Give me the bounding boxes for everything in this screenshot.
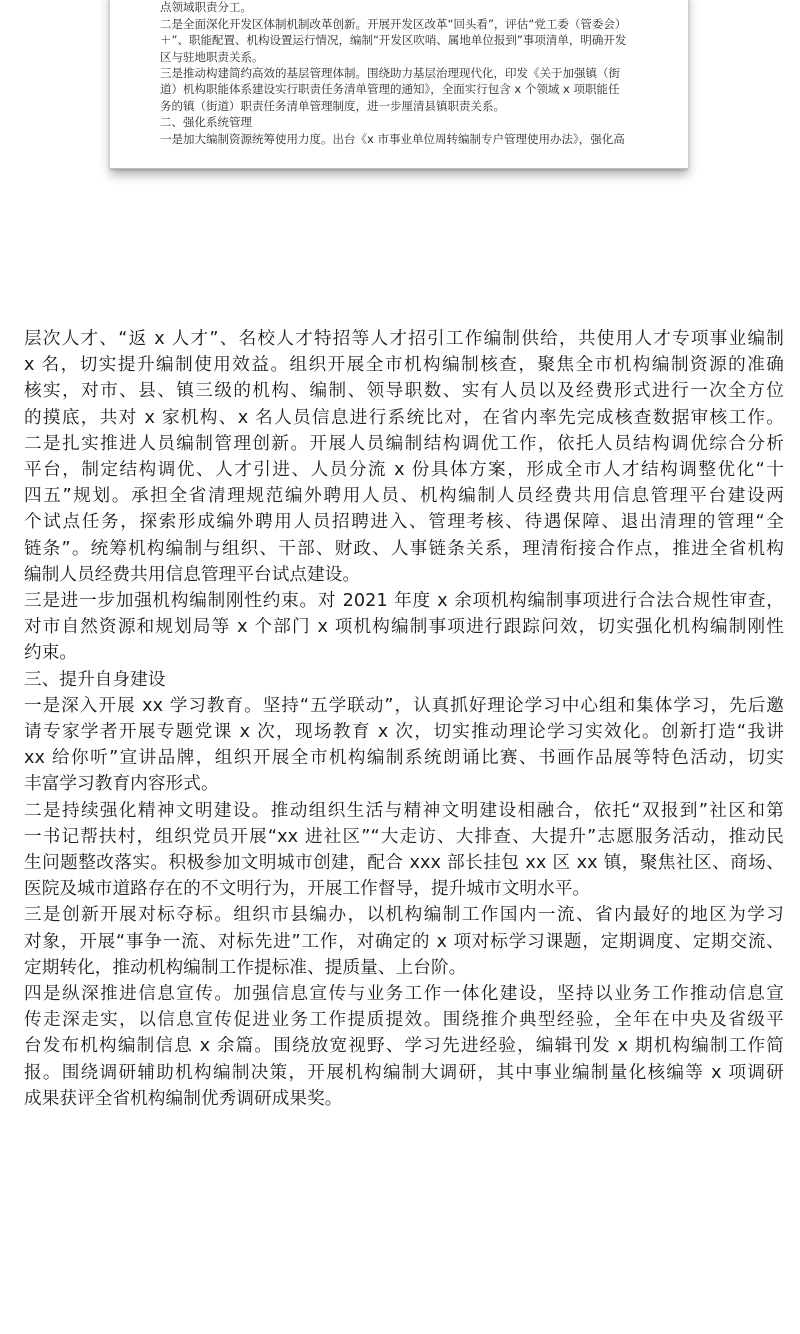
- preview-line: 一是加大编制资源统筹使用力度。出台《x 市事业单位周转编制专户管理使用办法》，强化高: [160, 131, 625, 146]
- preview-line: 二是全面深化开发区体制机制改革创新。开展开发区改革“回头看”，评估“党工委（管委会）: [160, 16, 627, 31]
- body-line: 核实，对市、县、镇三级的机构、编制、领导职数、实有人员以及经费形式进行一次全方位: [24, 381, 784, 402]
- body-line: 约束。: [24, 643, 78, 664]
- preview-text: [110, 0, 688, 147]
- preview-line: 三是推动构建简约高效的基层管理体制。围绕助力基层治理现代化，印发《关于加强镇（街: [160, 66, 620, 81]
- body-line: 一书记帮扶村，组织党员开展“xx 进社区”“大走访、大排查、大提升”志愿服务活动，推动民: [24, 826, 784, 847]
- body-line: 二是扎实推进人员编制管理创新。开展人员编制结构调优工作，依托人员结构调优综合分析: [24, 433, 784, 454]
- body-line: 丰富学习教育内容形式。: [24, 774, 219, 795]
- body-line: xx 给你听”宣讲品牌，组织开展全市机构编制系统朗诵比赛、书画作品展等特色活动，切实: [24, 748, 784, 769]
- body-line: 平台，制定结构调优、人才引进、人员分流 x 份具体方案，形成全市人才结构调整优化“十: [24, 460, 784, 481]
- preview-line: 道）机构职能体系建设实行职责任务清单管理的通知》，全面实行包含 x 个领域 x 项职能任: [160, 82, 620, 97]
- body-line: 三是创新开展对标夺标。组织市县编办，以机构编制工作国内一流、省内最好的地区为学习: [24, 905, 784, 926]
- body-line: 生问题整改落实。积极参加文明城市创建，配合 xxx 部长挂包 xx 区 xx 镇，聚焦社区、商场、: [24, 853, 784, 874]
- body-line: 个试点任务，探索形成编外聘用人员招聘进入、管理考核、待遇保障、退出清理的管理“全: [24, 512, 784, 533]
- body-line: 传走深走实，以信息宣传促进业务工作提质提效。围绕推介典型经验，全年在中央及省级平: [24, 1010, 784, 1031]
- body-line: 一是深入开展 xx 学习教育。坚持“五学联动”，认真抓好理论学习中心组和集体学习，先后邀: [24, 695, 784, 716]
- body-line: 台发布机构编制信息 x 余篇。围绕放宽视野、学习先进经验，编辑刊发 x 期机构编制工作简: [24, 1036, 784, 1057]
- body-line: 医院及城市道路存在的不文明行为，开展工作督导，提升城市文明水平。: [24, 879, 591, 900]
- body-line: 二是持续强化精神文明建设。推动组织生活与精神文明建设相融合，依托“双报到”社区和第: [24, 800, 784, 821]
- body-line: 编制人员经费共用信息管理平台试点建设。: [24, 564, 361, 585]
- document-preview-card: [110, 0, 688, 169]
- document-body: [24, 326, 784, 1112]
- body-line: 三是进一步加强机构编制刚性约束。对 2021 年度 x 余项机构编制事项进行合法合规性审查，: [24, 591, 784, 612]
- preview-line: 区与驻地职责关系。: [160, 49, 264, 64]
- body-line: 请专家学者开展专题党课 x 次，现场教育 x 次，切实推动理论学习实效化。创新打造“我讲: [24, 722, 784, 743]
- body-line: 的摸底，共对 x 家机构、x 名人员信息进行系统比对，在省内率先完成核查数据审核工作。: [24, 407, 784, 428]
- body-line: 定期转化，推动机构编制工作提标准、提质量、上台阶。: [24, 957, 467, 978]
- body-line: 链条”。统筹机构编制与组织、干部、财政、人事链条关系，理清衔接合作点，推进全省机构: [24, 538, 784, 559]
- preview-section-heading: 二、强化系统管理: [160, 115, 252, 130]
- body-line: 成果获评全省机构编制优秀调研成果奖。: [24, 1088, 343, 1109]
- body-line: 对象，开展“事争一流、对标先进”工作，对确定的 x 项对标学习课题，定期调度、定期交流、: [24, 931, 784, 952]
- preview-line: 点领域职责分工。: [160, 0, 252, 15]
- body-line: 报。围绕调研辅助机构编制决策，开展机构编制大调研，其中事业编制量化核编等 x 项调研: [24, 1062, 784, 1083]
- body-line: 四五”规划。承担全省清理规范编外聘用人员、机构编制人员经费共用信息管理平台建设两: [24, 486, 784, 507]
- preview-line: 务的镇（街道）职责任务清单管理制度，进一步厘清县镇职责关系。: [160, 98, 505, 113]
- body-line: x 名，切实提升编制使用效益。组织开展全市机构编制核查，聚焦全市机构编制资源的准确: [24, 355, 784, 376]
- preview-line: ＋”、职能配置、机构设置运行情况，编制“开发区吹哨、属地单位报到”事项清单，明确开发: [160, 33, 627, 48]
- body-line: 对市自然资源和规划局等 x 个部门 x 项机构编制事项进行跟踪问效，切实强化机构编制刚性: [24, 617, 784, 638]
- body-line: 层次人才、“返 x 人才”、名校人才特招等人才招引工作编制供给，共使用人才专项事业编制: [24, 329, 784, 349]
- body-line: 四是纵深推进信息宣传。加强信息宣传与业务工作一体化建设，坚持以业务工作推动信息宣: [24, 984, 784, 1005]
- section-heading: 三、提升自身建设: [24, 669, 166, 690]
